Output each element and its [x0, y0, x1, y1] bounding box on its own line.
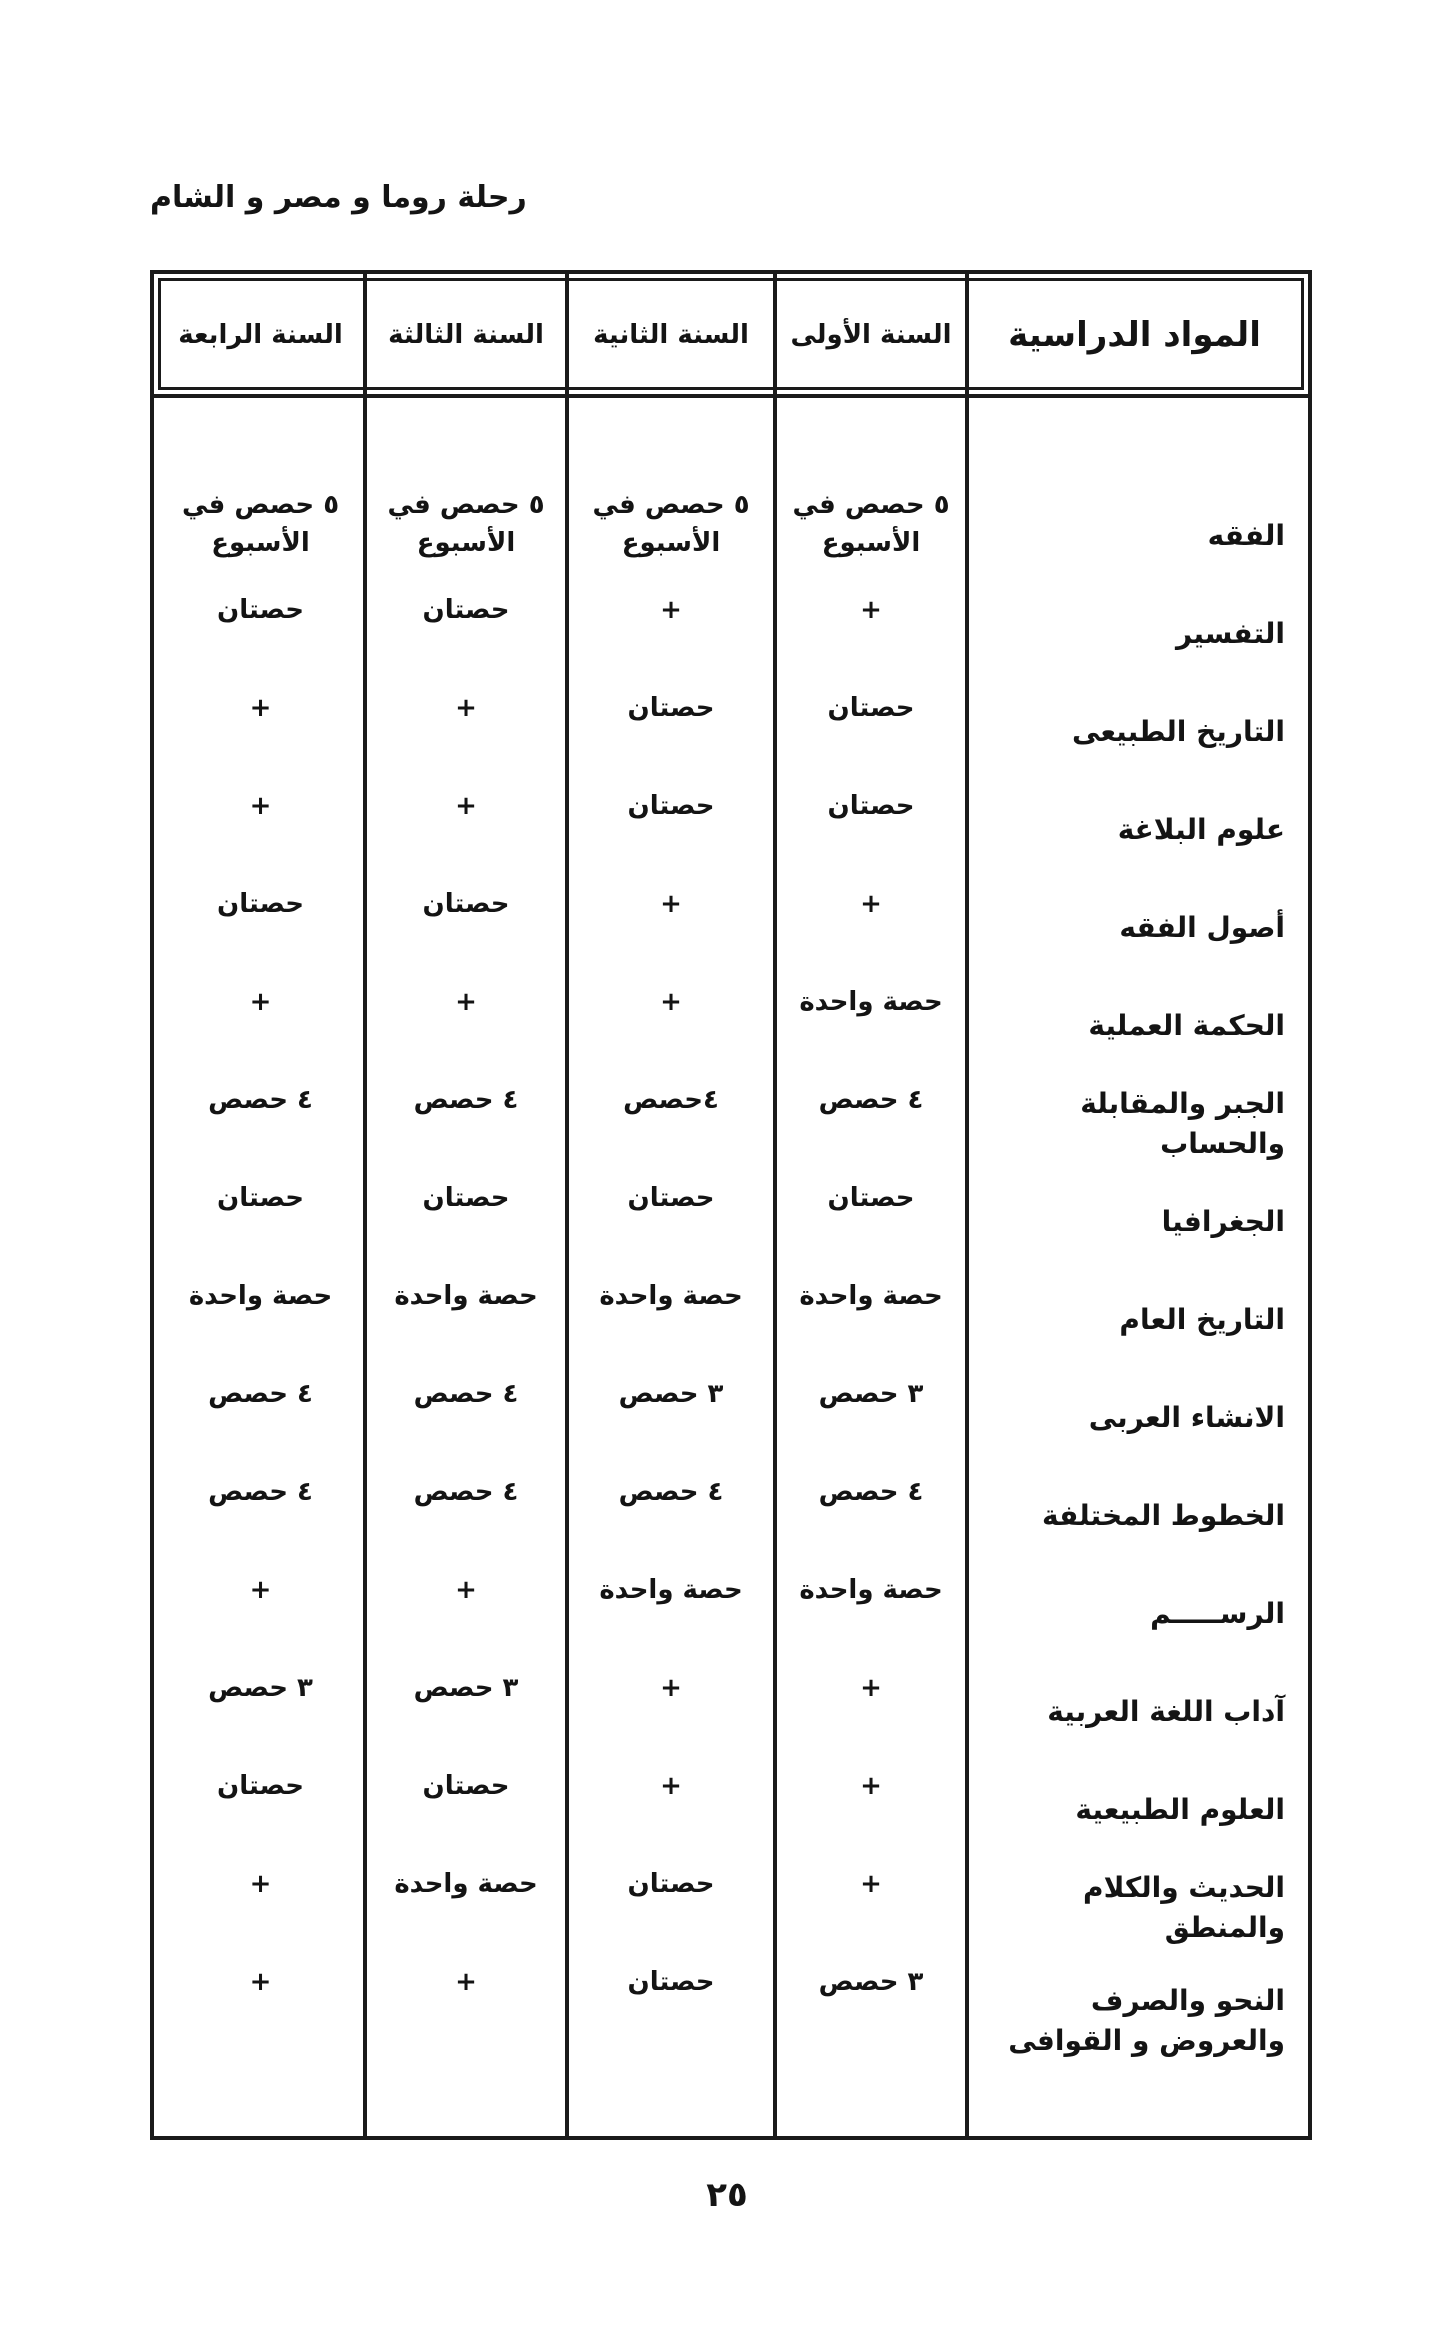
schedule-cell-year-2: + [660, 1771, 682, 1801]
header-year-1: السنة الأولى [790, 320, 952, 350]
schedule-cell-year-1: حصة واحدة [799, 987, 943, 1017]
schedule-cell-year-3: ٤ حصص [413, 1379, 519, 1409]
subject-cell: آداب اللغة العربية [1047, 1695, 1285, 1728]
schedule-cell-year-4: ٥ حصص في الأسبوع [181, 490, 340, 558]
running-header: رحلة روما و مصر و الشام [150, 180, 527, 215]
schedule-cell-year-3: + [455, 791, 477, 821]
schedule-cell-year-3: + [455, 693, 477, 723]
schedule-cell-year-4: + [249, 987, 272, 1017]
schedule-cell-year-2: حصتان [627, 1183, 715, 1213]
subject-cell: التاريخ الطبيعى [1072, 715, 1285, 748]
schedule-cell-year-3: ٤ حصص [413, 1477, 519, 1507]
schedule-cell-year-2: + [660, 987, 682, 1017]
schedule-cell-year-1: ٣ حصص [818, 1379, 924, 1409]
header-year-4: السنة الرابعة [178, 320, 343, 350]
column-divider [965, 270, 969, 2140]
schedule-cell-year-1: حصة واحدة [799, 1281, 943, 1311]
schedule-cell-year-3: + [455, 1575, 477, 1605]
subject-cell: الخطوط المختلفة [1041, 1499, 1285, 1532]
schedule-cell-year-4: ٤ حصص [208, 1379, 313, 1409]
schedule-cell-year-1: ٥ حصص في الأسبوع [792, 490, 950, 558]
subject-cell: الحديث والكلام والمنطق [1083, 1871, 1285, 1944]
schedule-cell-year-1: ٤ حصص [818, 1085, 924, 1115]
schedule-cell-year-3: حصتان [422, 1183, 510, 1213]
schedule-cell-year-4: + [249, 791, 272, 821]
subject-cell: الانشاء العربى [1088, 1401, 1285, 1434]
schedule-cell-year-4: حصتان [217, 595, 304, 625]
schedule-cell-year-2: حصة واحدة [599, 1575, 743, 1605]
subject-cell: الرســـــم [1150, 1597, 1285, 1630]
schedule-cell-year-2: + [660, 889, 682, 919]
header-bottom-rule [150, 394, 1312, 398]
schedule-cell-year-4: + [249, 1575, 272, 1605]
schedule-cell-year-2: ٣ حصص [618, 1379, 724, 1409]
schedule-cell-year-2: حصتان [627, 1967, 715, 1997]
subject-cell: الفقه [1207, 519, 1285, 552]
subject-cell: التفسير [1175, 617, 1285, 650]
schedule-cell-year-4: + [249, 1869, 272, 1899]
schedule-cell-year-4: ٤ حصص [208, 1085, 313, 1115]
schedule-cell-year-1: + [860, 595, 882, 625]
schedule-cell-year-3: حصة واحدة [394, 1869, 538, 1899]
schedule-cell-year-2: ٥ حصص في الأسبوع [592, 490, 750, 558]
schedule-cell-year-4: حصتان [217, 889, 304, 919]
schedule-cell-year-4: حصتان [217, 1183, 304, 1213]
schedule-cell-year-3: ٤ حصص [413, 1085, 519, 1115]
schedule-cell-year-2: حصتان [627, 1869, 715, 1899]
schedule-cell-year-3: حصة واحدة [394, 1281, 538, 1311]
schedule-cell-year-3: + [455, 987, 477, 1017]
subject-cell: النحو والصرف والعروض و القوافى [1008, 1984, 1285, 2057]
schedule-cell-year-3: حصتان [422, 1771, 510, 1801]
schedule-cell-year-2: حصة واحدة [599, 1281, 743, 1311]
schedule-cell-year-4: ٣ حصص [208, 1673, 313, 1703]
schedule-cell-year-1: + [860, 889, 882, 919]
subject-cell: العلوم الطبيعية [1075, 1793, 1285, 1826]
header-subjects: المواد الدراسية [1008, 315, 1261, 355]
subject-cell: علوم البلاغة [1117, 813, 1285, 846]
subject-cell: الحكمة العملية [1088, 1009, 1285, 1042]
page-number: ٢٥ [706, 2175, 748, 2215]
schedule-cell-year-4: حصة واحدة [188, 1281, 333, 1311]
schedule-cell-year-3: + [455, 1967, 477, 1997]
schedule-cell-year-1: ٤ حصص [818, 1477, 924, 1507]
header-year-2: السنة الثانية [593, 320, 749, 350]
schedule-cell-year-4: + [249, 693, 272, 723]
schedule-cell-year-2: + [660, 1673, 682, 1703]
schedule-cell-year-2: ٤حصص [623, 1085, 719, 1115]
schedule-cell-year-1: حصتان [827, 791, 915, 821]
schedule-cell-year-2: + [660, 595, 682, 625]
subject-cell: الجغرافيا [1161, 1205, 1285, 1238]
schedule-cell-year-1: + [860, 1771, 882, 1801]
schedule-cell-year-3: حصتان [422, 595, 510, 625]
subject-cell: الجبر والمقابلة والحساب [1080, 1087, 1285, 1160]
schedule-cell-year-3: ٥ حصص في الأسبوع [387, 490, 545, 558]
schedule-cell-year-1: حصة واحدة [799, 1575, 943, 1605]
schedule-cell-year-3: حصتان [422, 889, 510, 919]
schedule-cell-year-3: ٣ حصص [413, 1673, 519, 1703]
schedule-cell-year-1: حصتان [827, 1183, 915, 1213]
header-year-3: السنة الثالثة [388, 320, 544, 350]
schedule-cell-year-4: ٤ حصص [208, 1477, 313, 1507]
schedule-cell-year-2: حصتان [627, 791, 715, 821]
schedule-cell-year-4: + [249, 1967, 272, 1997]
subject-cell: التاريخ العام [1119, 1303, 1285, 1336]
schedule-cell-year-1: ٣ حصص [818, 1967, 924, 1997]
schedule-cell-year-4: حصتان [217, 1771, 304, 1801]
schedule-cell-year-1: + [860, 1869, 882, 1899]
schedule-cell-year-2: حصتان [627, 693, 715, 723]
schedule-cell-year-1: + [860, 1673, 882, 1703]
schedule-cell-year-2: ٤ حصص [618, 1477, 724, 1507]
schedule-cell-year-1: حصتان [827, 693, 915, 723]
subject-cell: أصول الفقه [1119, 911, 1285, 944]
